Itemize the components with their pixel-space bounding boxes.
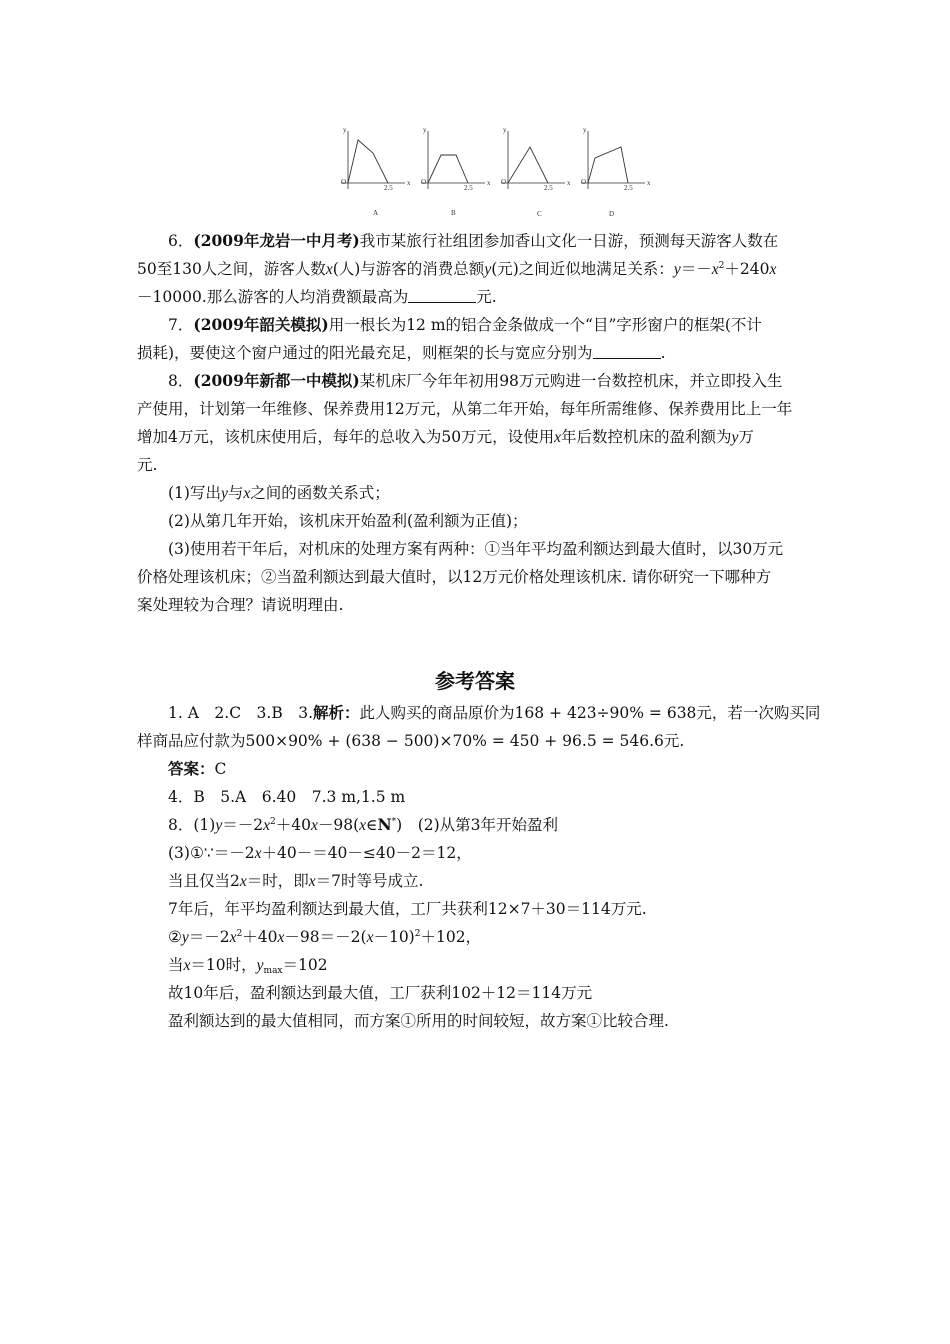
q8-part-3-line-1 [168, 537, 783, 559]
a9-d: －98＝－2( [284, 928, 367, 946]
q8-line-1 [168, 369, 782, 391]
a5-x: x [263, 817, 270, 834]
answer-line-4 [168, 786, 405, 808]
answers-title: 参考答案 [435, 669, 515, 693]
answer-line-9 [168, 926, 481, 949]
graph-b [415, 125, 495, 220]
a10-y: y [256, 957, 264, 974]
q7-answer-blank[interactable] [593, 344, 661, 359]
graph-a-x-label: x [407, 179, 411, 187]
q7-end: . [660, 344, 666, 362]
graph-c-y-label: y [503, 126, 507, 134]
graph-d-origin: O [581, 178, 587, 186]
q8-text-2: 产使用，计划第一年维修、保养费用12万元，从第二年开始，每年所需维修、保养费用比上一年 [137, 400, 793, 418]
q8-var-y: y [731, 429, 739, 446]
q8-part-2 [168, 509, 528, 531]
answer-12: 盈利额达到的最大值相同，而方案①所用的时间较短，故方案①比较合理. [168, 1012, 669, 1030]
q7-line-1 [168, 313, 762, 335]
q7-text-1: 用一根长为12 m的铝合金条做成一个“目”字形窗户的框架(不计 [328, 316, 762, 334]
q6-number: 6． [168, 232, 194, 250]
q6-source: (2009年龙岩一中月考) [193, 231, 360, 250]
graph-a-origin: O [341, 178, 347, 186]
q8-part-3-line-3 [137, 593, 343, 615]
q6-text-1: 我市某旅行社组团参加香山文化一日游，预测每天游客人数在 [359, 232, 779, 250]
answer-3-label: 答案： [168, 759, 215, 778]
q8-p2-text: (2)从第几年开始，该机床开始盈利(盈利额为正值)； [168, 512, 528, 530]
q6-text-2a: 50至130人之间，游客人数 [137, 260, 326, 278]
graph-d-caption: D [609, 210, 615, 218]
graph-b-caption: B [451, 209, 456, 217]
q7-text-2: 损耗)，要使这个窗户通过的阳光最充足，则框架的长与宽应分别为 [137, 344, 593, 362]
a6-a: (3)①∵＝－2 [168, 844, 255, 862]
q8-line-2 [137, 397, 792, 419]
answer-2: 样商品应付款为500×90% + (638 − 500)×70% = 450 + 96.5 = 546.6元. [137, 732, 685, 750]
graph-c-plot [495, 125, 575, 220]
q8-var-x: x [554, 429, 561, 446]
q7-line-2 [137, 341, 666, 363]
graph-a-y-label: y [343, 126, 347, 134]
graph-d-plot [575, 125, 655, 220]
a10-x: x [183, 957, 191, 974]
q8-text-3b: 年后数控机床的盈利额为 [560, 428, 732, 446]
q8-line-4 [137, 453, 157, 475]
a9-b: ＝－2 [188, 928, 230, 946]
q8-line-3 [137, 425, 754, 447]
answer-line-7 [168, 870, 423, 893]
graph-c-origin: O [501, 178, 507, 186]
answer-line-2 [137, 730, 684, 752]
q6-eq-exp: 2 [718, 261, 725, 271]
answer-line-6 [168, 842, 472, 865]
a6-x: x [254, 845, 262, 862]
a5-n: N [377, 815, 392, 834]
a9-y: y [181, 929, 189, 946]
q6-text-2c: (元)之间近似地满足关系： [491, 260, 674, 278]
q6-line-2 [137, 257, 776, 279]
a5-d: －98( [317, 816, 360, 834]
graph-d-y-label: y [583, 126, 587, 134]
answer-4: 4．B 5.A 6.40 7.3 m,1.5 m [168, 788, 406, 806]
answer-1b: 此人购买的商品原价为168 + 423÷90% = 638元，若一次购买同 [359, 704, 821, 722]
a9-exp2: 2 [414, 929, 421, 939]
graph-a-caption: A [373, 209, 379, 217]
answer-3-value: C [214, 760, 227, 778]
answer-line-8 [168, 898, 647, 920]
a7-x2: x [308, 873, 316, 890]
graph-c [495, 125, 575, 220]
q8-p1-a: (1)写出 [168, 484, 221, 502]
a9-a: ② [168, 928, 182, 946]
graph-b-x-label: x [487, 179, 491, 187]
q7-source: (2009年韶关模拟) [193, 315, 329, 334]
q6-text-3a: －10000.那么游客的人均消费额最高为 [137, 288, 409, 306]
a9-x: x [229, 929, 237, 946]
q6-eq-a: ＝－ [680, 260, 712, 278]
q8-text-4: 元. [137, 456, 158, 474]
q8-p1-x: x [243, 485, 251, 502]
graph-a-plot [335, 125, 415, 220]
graph-d-x-label: x [647, 179, 651, 187]
option-graphs [335, 125, 655, 220]
a9-x2: x [277, 929, 285, 946]
a5-e: ∈ [366, 816, 378, 834]
a10-a: 当 [168, 956, 184, 974]
answer-line-12 [168, 1010, 669, 1032]
q8-text-3a: 增加4万元，该机床使用后，每年的总收入为50万元，设使用 [137, 428, 555, 446]
graph-c-caption: C [537, 210, 542, 218]
answer-1a: 1. A 2.C 3.B 3. [168, 704, 314, 722]
a6-b: ＋40－＝40－≤40－2＝12， [261, 844, 472, 862]
answer-line-11 [168, 982, 592, 1004]
answer-line-5 [168, 814, 558, 837]
q8-text-1: 某机床厂今年年初用98万元购进一台数控机床，并立即投入生 [359, 372, 783, 390]
q8-text-3c: 万 [738, 428, 754, 446]
a7-b: ＝时，即 [246, 872, 309, 890]
a5-y: y [215, 817, 223, 834]
a9-f: ＋102， [420, 928, 482, 946]
q6-eq-b: ＋240 [724, 260, 770, 278]
a7-a: 当且仅当2 [168, 872, 240, 890]
a5-f: ) (2)从第3年开始盈利 [396, 816, 559, 834]
q8-p1-b: 与 [227, 484, 244, 502]
answer-1-label: 解析： [313, 703, 360, 722]
graph-b-y-label: y [423, 126, 427, 134]
q6-var-x: x [325, 261, 333, 278]
a5-c: ＋40 [275, 816, 311, 834]
q8-p3-text-1: (3)使用若干年后，对机床的处理方案有两种：①当年平均盈利额达到最大值时，以30万元 [168, 540, 784, 558]
a9-e: －10) [373, 928, 415, 946]
q8-p3-text-3: 案处理较为合理？请说明理由. [137, 596, 344, 614]
q6-eq-x: x [711, 261, 719, 278]
graph-a-tick: 2.5 [384, 184, 393, 192]
a10-c: ＝102 [282, 956, 328, 974]
a5-a: 8．(1) [168, 816, 216, 834]
a5-exp: 2 [269, 817, 276, 827]
q6-line-3 [137, 285, 497, 307]
graph-b-origin: O [421, 178, 427, 186]
q8-number: 8． [168, 372, 194, 390]
a7-x: x [239, 873, 247, 890]
a5-star: * [391, 817, 397, 827]
a9-x3: x [366, 929, 374, 946]
q8-p3-text-2: 价格处理该机床；②当盈利额达到最大值时，以12万元价格处理该机床. 请你研究一下哪种方 [137, 568, 772, 586]
q6-eq-y: y [673, 261, 681, 278]
a9-exp: 2 [236, 929, 243, 939]
answer-11: 故10年后，盈利额达到最大值，工厂获利102＋12＝114万元 [168, 984, 593, 1002]
q8-part-1 [168, 481, 390, 503]
answer-line-3 [168, 758, 226, 780]
graph-d [575, 125, 655, 220]
q8-p1-y: y [220, 485, 228, 502]
q6-var-y: y [484, 261, 492, 278]
a5-x2: x [310, 817, 318, 834]
a10-b: ＝10时， [190, 956, 257, 974]
graph-d-tick: 2.5 [624, 184, 633, 192]
answer-line-10 [168, 954, 328, 977]
q6-answer-blank[interactable] [408, 288, 476, 303]
graph-c-tick: 2.5 [544, 184, 553, 192]
q8-part-3-line-2 [137, 565, 771, 587]
a7-c: ＝7时等号成立. [315, 872, 424, 890]
graph-b-tick: 2.5 [464, 184, 473, 192]
q6-text-2b: (人)与游客的消费总额 [332, 260, 485, 278]
q6-eq-x2: x [769, 261, 777, 278]
answer-line-1 [168, 702, 820, 724]
q7-number: 7． [168, 316, 194, 334]
a5-x3: x [359, 817, 367, 834]
a5-b: ＝－2 [222, 816, 264, 834]
a10-sub: max [263, 966, 283, 976]
q6-line-1 [168, 229, 778, 251]
q8-p1-c: 之间的函数关系式； [250, 484, 390, 502]
graph-a [335, 125, 415, 220]
q6-text-3b: 元. [476, 288, 497, 306]
graph-c-x-label: x [567, 179, 571, 187]
q8-source: (2009年新都一中模拟) [193, 371, 360, 390]
answer-8: 7年后，年平均盈利额达到最大值，工厂共获利12×7＋30＝114万元. [168, 900, 647, 918]
a9-c: ＋40 [242, 928, 278, 946]
graph-b-plot [415, 125, 495, 220]
